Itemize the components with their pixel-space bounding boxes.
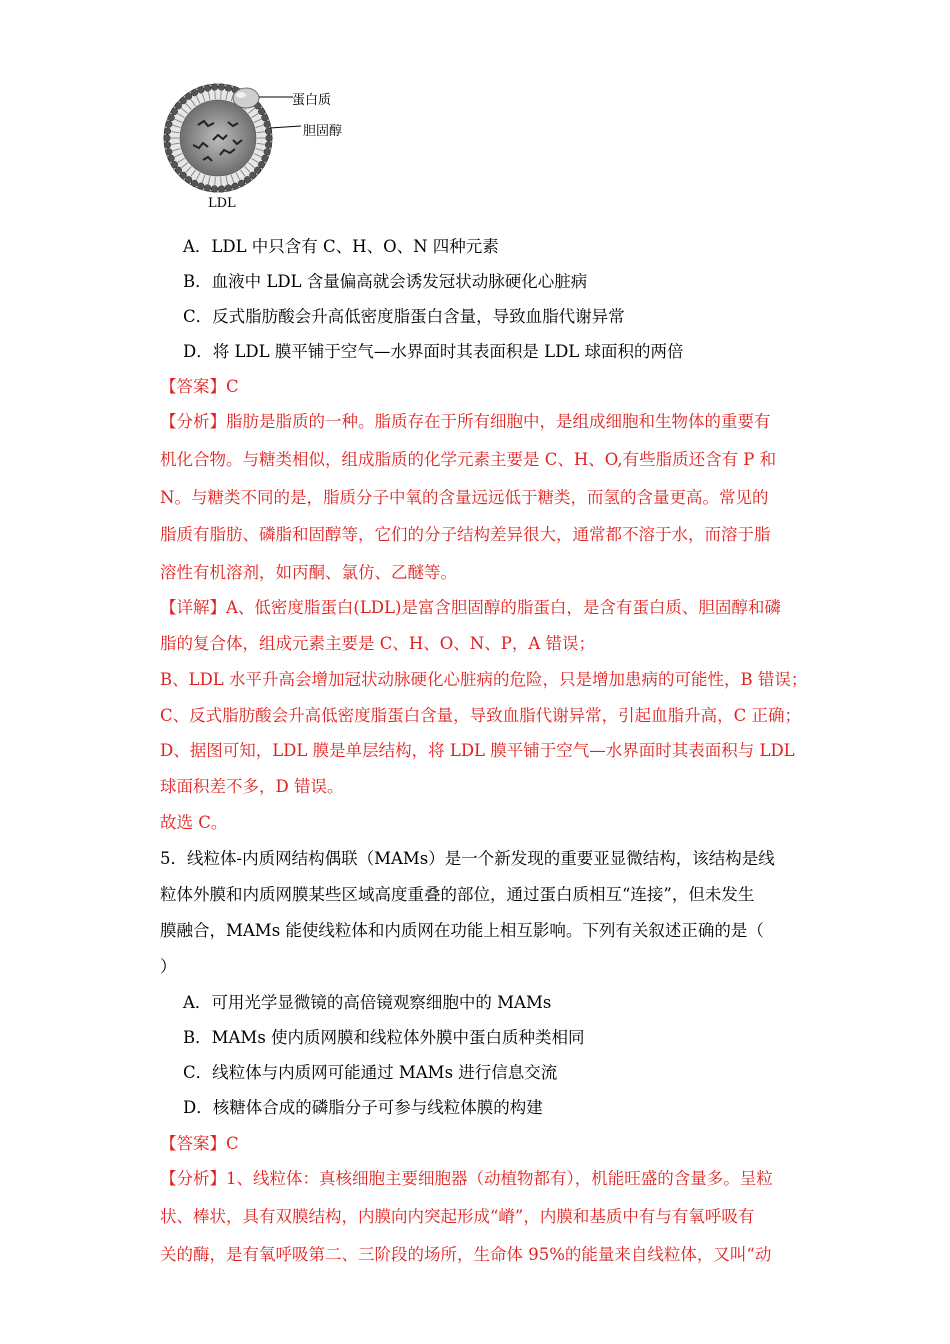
phospholipid-head bbox=[204, 185, 211, 192]
phospholipid-head bbox=[218, 84, 225, 91]
q4-option-a: A．LDL 中只含有 C、H、O、N 四种元素 bbox=[183, 237, 499, 256]
phospholipid-head bbox=[238, 180, 245, 187]
phospholipid-head bbox=[191, 89, 198, 96]
q5-option-d: D．核糖体合成的磷脂分子可参与线粒体膜的构建 bbox=[183, 1098, 543, 1117]
phospholipid-head bbox=[168, 114, 175, 121]
q4-analysis-line: 溶性有机溶剂，如丙酮、氯仿、乙醚等。 bbox=[160, 563, 457, 582]
phospholipid-head bbox=[262, 114, 269, 121]
phospholipid-head bbox=[232, 183, 239, 190]
q5-stem-line: 膜融合，MAMs 能使线粒体和内质网在功能上相互影响。下列有关叙述正确的是（ bbox=[160, 921, 764, 940]
phospholipid-tail bbox=[215, 177, 216, 185]
phospholipid-tail bbox=[221, 177, 222, 185]
q4-option-b: B．血液中 LDL 含量偏高就会诱发冠状动脉硬化心脏病 bbox=[183, 272, 588, 291]
q5-stem-line: ） bbox=[160, 957, 177, 976]
q4-conclusion: 故选 C。 bbox=[160, 813, 228, 832]
label-cholesterol: 胆固醇 bbox=[303, 124, 343, 139]
phospholipid-head bbox=[266, 135, 273, 142]
q5-analysis-line: 关的酶，是有氧呼吸第二、三阶段的场所，生命体 95%的能量来自线粒体，又叫“动 bbox=[160, 1245, 772, 1264]
answer-tag: 【答案】 bbox=[160, 1134, 226, 1153]
phospholipid-head bbox=[164, 128, 171, 135]
phospholipid-head bbox=[171, 108, 178, 115]
answer-tag: 【答案】 bbox=[160, 377, 226, 396]
phospholipid-head bbox=[171, 161, 178, 168]
phospholipid-head bbox=[265, 142, 272, 149]
answer-value: C bbox=[226, 1134, 239, 1153]
phospholipid-head bbox=[225, 85, 232, 92]
label-protein: 蛋白质 bbox=[292, 93, 332, 108]
q4-detail-line bbox=[160, 596, 781, 620]
q5-stem-line: 粒体外膜和内质网膜某些区域高度重叠的部位，通过蛋白质相互“连接”，但未发生 bbox=[160, 885, 755, 904]
phospholipid-head bbox=[258, 161, 265, 168]
ldl-figure bbox=[158, 80, 378, 215]
analysis-text: 脂肪是脂质的一种。脂质存在于所有细胞中，是组成细胞和生物体的重要有 bbox=[226, 412, 771, 431]
q5-option-c: C．线粒体与内质网可能通过 MAMs 进行信息交流 bbox=[183, 1063, 558, 1082]
phospholipid-head bbox=[166, 121, 173, 128]
phospholipid-head bbox=[250, 172, 257, 179]
q5-stem-line: 5．线粒体-内质网结构偶联（MAMs）是一个新发现的重要亚显微结构，该结构是线 bbox=[160, 849, 775, 868]
q4-analysis-line: 脂质有脂肪、磷脂和固醇等，它们的分子结构差异很大，通常都不溶于水，而溶于脂 bbox=[160, 525, 771, 544]
ldl-diagram-image bbox=[158, 80, 378, 215]
phospholipid-head bbox=[198, 87, 205, 94]
phospholipid-tail bbox=[215, 91, 216, 99]
phospholipid-head bbox=[164, 135, 171, 142]
q4-detail-line: D、据图可知，LDL 膜是单层结构，将 LDL 膜平铺于空气—水界面时其表面积与 LDL bbox=[160, 741, 795, 760]
phospholipid-head bbox=[175, 103, 182, 110]
phospholipid-head bbox=[164, 142, 171, 149]
phospholipid-head bbox=[244, 176, 251, 183]
q4-analysis-line bbox=[160, 410, 771, 434]
q4-analysis-line: 机化合物。与糖类相似，组成脂质的化学元素主要是 C、H、O,有些脂质还含有 P 和 bbox=[160, 450, 777, 469]
figure-caption: LDL bbox=[208, 196, 236, 211]
q5-answer bbox=[160, 1132, 239, 1156]
q4-answer bbox=[160, 375, 239, 399]
q4-detail-line: C、反式脂肪酸会升高低密度脂蛋白含量，导致血脂代谢异常，引起血脂升高，C 正确； bbox=[160, 706, 801, 725]
phospholipid-head bbox=[166, 149, 173, 156]
detail-tag: 【详解】 bbox=[160, 598, 226, 617]
phospholipid-head bbox=[191, 180, 198, 187]
phospholipid-head bbox=[264, 149, 271, 156]
phospholipid-head bbox=[180, 97, 187, 104]
phospholipid-head bbox=[254, 167, 261, 174]
detail-text: A、低密度脂蛋白(LDL)是富含胆固醇的脂蛋白，是含有蛋白质、胆固醇和磷 bbox=[226, 598, 781, 617]
phospholipid-head bbox=[211, 186, 218, 193]
answer-value: C bbox=[226, 377, 239, 396]
phospholipid-tail bbox=[221, 91, 222, 99]
phospholipid-head bbox=[175, 167, 182, 174]
phospholipid-head bbox=[225, 185, 232, 192]
phospholipid-head bbox=[262, 155, 269, 162]
analysis-text: 1、线粒体：真核细胞主要细胞器（动植物都有），机能旺盛的含量多。呈粒 bbox=[226, 1169, 773, 1188]
phospholipid-head bbox=[180, 172, 187, 179]
phospholipid-head bbox=[185, 93, 192, 100]
q5-option-a: A．可用光学显微镜的高倍镜观察细胞中的 MAMs bbox=[183, 993, 552, 1012]
analysis-tag: 【分析】 bbox=[160, 1169, 226, 1188]
phospholipid-head bbox=[258, 108, 265, 115]
phospholipid-head bbox=[264, 121, 271, 128]
phospholipid-head bbox=[218, 186, 225, 193]
phospholipid-head bbox=[185, 176, 192, 183]
phospholipid-head bbox=[211, 84, 218, 91]
phospholipid-head bbox=[198, 183, 205, 190]
q4-detail-line: B、LDL 水平升高会增加冠状动脉硬化心脏病的危险，只是增加患病的可能性，B 错误； bbox=[160, 670, 808, 689]
q4-detail-line: 脂的复合体，组成元素主要是 C、H、O、N、P，A 错误； bbox=[160, 634, 595, 653]
q5-analysis-line bbox=[160, 1167, 773, 1191]
phospholipid-head bbox=[168, 155, 175, 162]
analysis-tag: 【分析】 bbox=[160, 412, 226, 431]
q4-analysis-line: N。与糖类不同的是，脂质分子中氧的含量远远低于糖类，而氢的含量更高。常见的 bbox=[160, 488, 769, 507]
q4-detail-line: 球面积差不多，D 错误。 bbox=[160, 777, 344, 796]
q5-analysis-line: 状、棒状，具有双膜结构，内膜向内突起形成“嵴”，内膜和基质中有与有氧呼吸有 bbox=[160, 1207, 755, 1226]
phospholipid-head bbox=[265, 128, 272, 135]
q4-option-d: D．将 LDL 膜平铺于空气—水界面时其表面积是 LDL 球面积的两倍 bbox=[183, 342, 684, 361]
q5-option-b: B．MAMs 使内质网膜和线粒体外膜中蛋白质种类相同 bbox=[183, 1028, 585, 1047]
phospholipid-head bbox=[204, 85, 211, 92]
q4-option-c: C．反式脂肪酸会升高低密度脂蛋白含量，导致血脂代谢异常 bbox=[183, 307, 625, 326]
